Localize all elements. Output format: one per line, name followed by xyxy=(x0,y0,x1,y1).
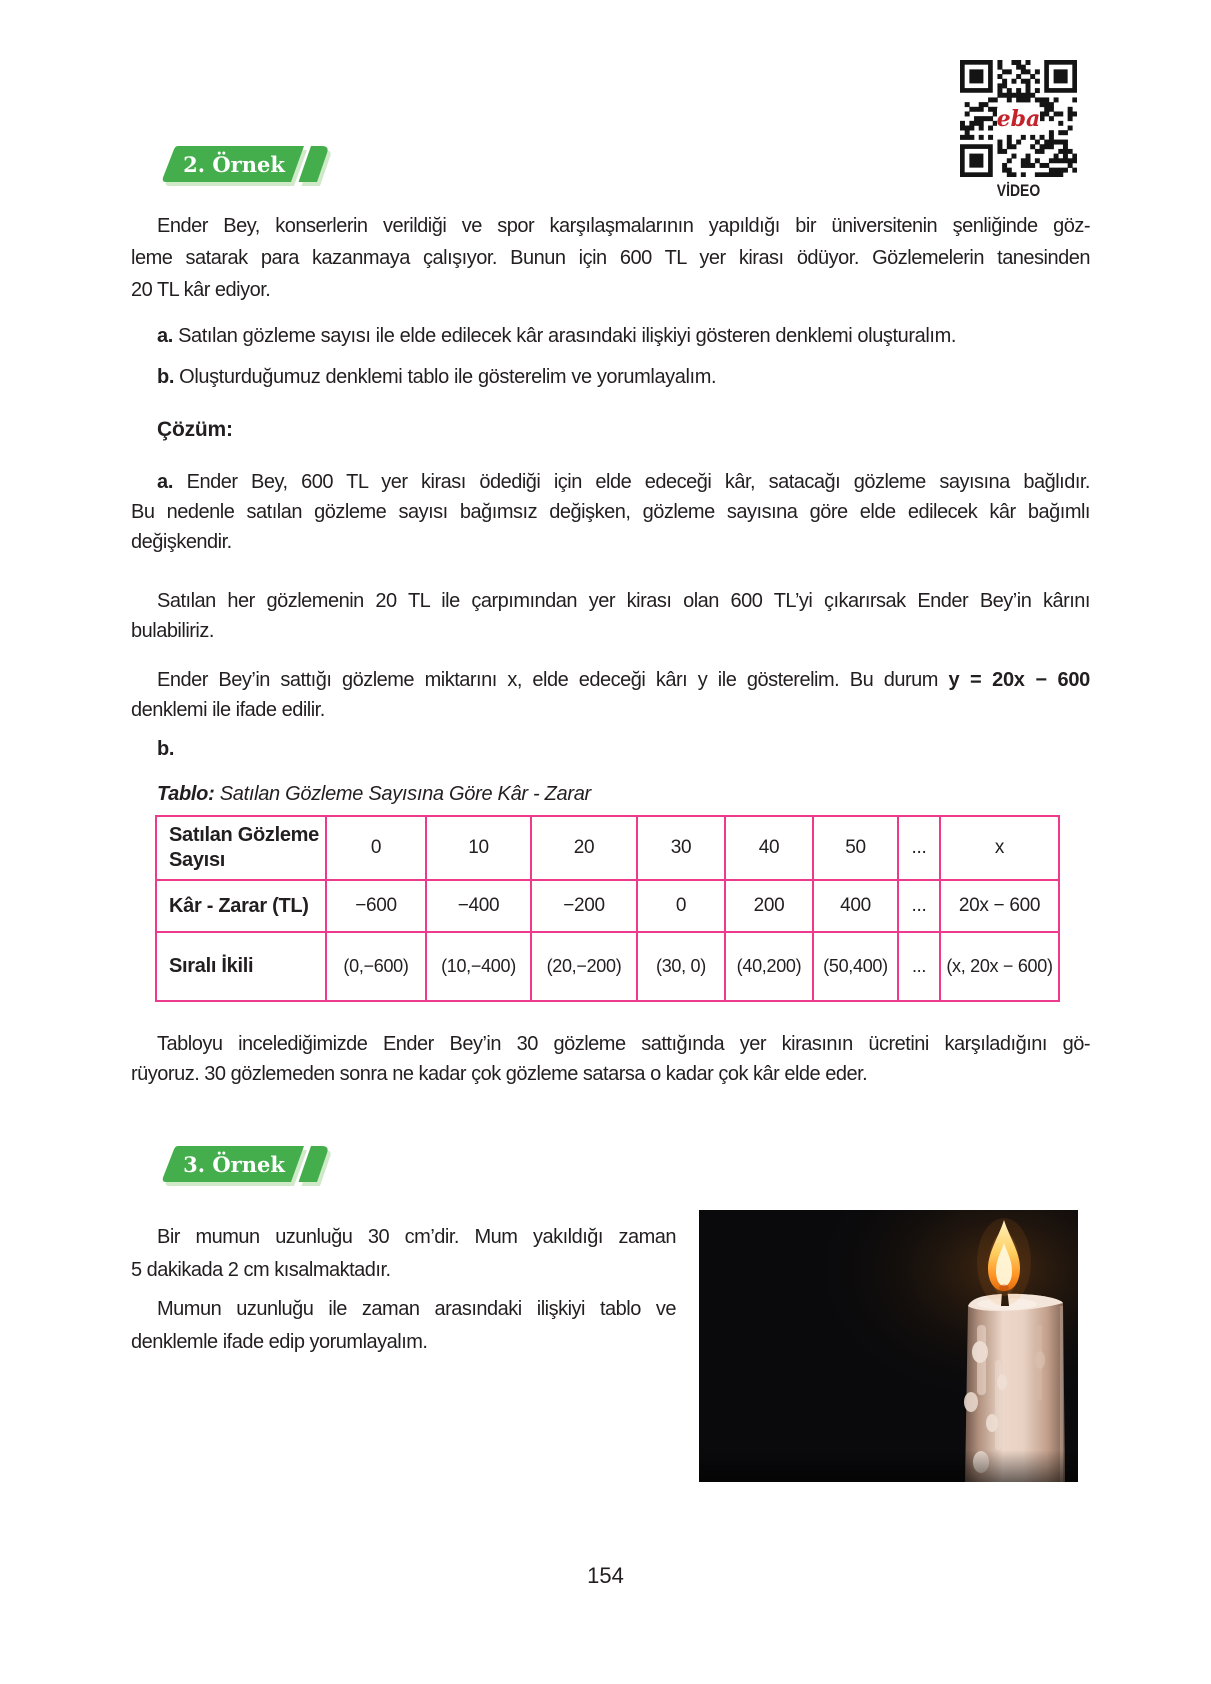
table-row xyxy=(156,816,1059,880)
paragraph-line xyxy=(131,665,1090,695)
table-cell: (30, 0) xyxy=(637,932,725,1001)
answer-b-marker: b. xyxy=(157,738,174,760)
paragraph-satilan xyxy=(131,586,1090,646)
example-3-paragraph-2 xyxy=(131,1293,676,1359)
paragraph-line: Mumun uzunluğu ile zaman arasındaki ilişkiyi tablo ve xyxy=(157,1298,676,1320)
paragraph-line: Ender Bey, konserlerin verildiği ve spor karşılaşmalarının yapıldığı bir üniversitenin şenliğinde göz- xyxy=(157,215,1090,237)
table-cell: −600 xyxy=(326,880,426,932)
paragraph-line: denklemi ile ifade edilir. xyxy=(131,699,325,721)
paragraph-line: Bu nedenle satılan gözleme sayısı bağımsız değişken, gözleme sayısına göre elde edilecek kâr bağımlı xyxy=(131,501,1090,523)
example-3-badge xyxy=(161,1145,339,1196)
paragraph-interpretation xyxy=(131,1029,1090,1089)
paragraph-line: 20 TL kâr ediyor. xyxy=(131,279,271,301)
table-caption-text: Satılan Gözleme Sayısına Göre Kâr - Zarar xyxy=(219,783,591,805)
badge-ribbon-icon xyxy=(161,145,339,191)
table-cell: (0,−600) xyxy=(326,932,426,1001)
table-cell: 10 xyxy=(426,816,531,880)
candle-photo xyxy=(699,1210,1078,1482)
table-row-header: Kâr - Zarar (TL) xyxy=(156,880,326,932)
table-cell: ... xyxy=(898,816,940,880)
table-cell: 40 xyxy=(725,816,813,880)
table-cell: ... xyxy=(898,880,940,932)
video-label: VİDEO xyxy=(996,181,1041,200)
paragraph-line: Satılan her gözlemenin 20 TL ile çarpımından yer kirası olan 600 TL’yi çıkarırsak Ender Bey’in kârını xyxy=(157,590,1090,612)
table-cell: x xyxy=(940,816,1059,880)
paragraph-line: Bir mumun uzunluğu 30 cm’dir. Mum yakıldığı zaman xyxy=(157,1226,676,1248)
paragraph-line: rüyoruz. 30 gözlemeden sonra ne kadar çok gözleme satarsa o kadar çok kâr elde eder. xyxy=(131,1063,868,1085)
paragraph-line: değişkendir. xyxy=(131,531,232,553)
paragraph-line xyxy=(131,467,1090,497)
table-cell: 30 xyxy=(637,816,725,880)
qr-code-icon xyxy=(960,60,1077,177)
table-row-header: Sıralı İkili xyxy=(156,932,326,1001)
table-cell: 200 xyxy=(725,880,813,932)
table-cell: (40,200) xyxy=(725,932,813,1001)
paragraph-line: 5 dakikada 2 cm kısalmaktadır. xyxy=(131,1259,391,1281)
paragraph-equation xyxy=(131,665,1090,725)
badge-label: 2. Örnek xyxy=(183,152,285,177)
table-cell: (20,−200) xyxy=(531,932,637,1001)
qr-code-image xyxy=(960,60,1077,177)
table-row-header: Satılan Gözleme Sayısı xyxy=(156,816,326,880)
table-cell: 0 xyxy=(326,816,426,880)
answer-b-label xyxy=(157,738,174,761)
table-cell: −400 xyxy=(426,880,531,932)
table-cell: (x, 20x − 600) xyxy=(940,932,1059,1001)
solution-a-marker: a. xyxy=(157,471,174,493)
table-cell: 400 xyxy=(813,880,898,932)
profit-loss-table xyxy=(155,815,1060,1002)
paragraph-text: Ender Bey, 600 TL yer kirası ödediği için elde edeceği kâr, satacağı gözleme sayısına bağlıdır. xyxy=(186,471,1090,493)
wax-drip xyxy=(964,1392,978,1412)
badge-label: 3. Örnek xyxy=(183,1152,285,1177)
wax-drip xyxy=(1035,1351,1045,1369)
paragraph-line: leme satarak para kazanmaya çalışıyor. Bunun için 600 TL yer kirası ödüyor. Gözlemelerin tanesinden xyxy=(131,247,1090,269)
table-cell: 20x − 600 xyxy=(940,880,1059,932)
badge-ribbon-icon xyxy=(161,1145,339,1191)
table-cell: ... xyxy=(898,932,940,1001)
item-b-marker: b. xyxy=(157,366,174,388)
item-a-text: Satılan gözleme sayısı ile elde edilecek kâr arasındaki ilişkiyi gösteren denklemi oluşturalım. xyxy=(178,325,957,347)
table-cell: (50,400) xyxy=(813,932,898,1001)
table-cell: (10,−400) xyxy=(426,932,531,1001)
example-2-badge xyxy=(161,145,339,196)
item-a-marker: a. xyxy=(157,325,173,347)
candle-image xyxy=(699,1210,1078,1482)
eba-logo: eba xyxy=(996,106,1041,132)
paragraph-text: Ender Bey’in sattığı gözleme miktarını x, elde edeceği kârı y ile gösterelim. Bu durum xyxy=(157,669,938,691)
question-item-a xyxy=(157,325,956,348)
table-row xyxy=(156,880,1059,932)
paragraph-line: bulabiliriz. xyxy=(131,620,214,642)
wax-drip xyxy=(972,1341,988,1363)
eba-video-block xyxy=(960,60,1077,201)
wax-drip xyxy=(986,1414,998,1432)
equation-text: y = 20x − 600 xyxy=(948,669,1090,691)
table-cell: −200 xyxy=(531,880,637,932)
item-b-text: Oluşturduğumuz denklemi tablo ile gösterelim ve yorumlayalım. xyxy=(179,366,717,388)
table-row xyxy=(156,932,1059,1001)
table-caption-label: Tablo: xyxy=(157,783,215,805)
table-cell: 0 xyxy=(637,880,725,932)
question-item-b xyxy=(157,366,716,389)
table-cell: 50 xyxy=(813,816,898,880)
paragraph-line: denklemle ifade edip yorumlayalım. xyxy=(131,1331,428,1353)
solution-a-paragraph xyxy=(131,467,1090,557)
page-number: 154 xyxy=(587,1563,624,1588)
solution-heading: Çözüm: xyxy=(157,418,233,441)
intro-paragraph xyxy=(131,210,1090,306)
example-3-paragraph-1 xyxy=(131,1221,676,1287)
wax-drip xyxy=(997,1374,1007,1390)
table-caption xyxy=(157,783,591,806)
paragraph-line: Tabloyu incelediğimizde Ender Bey’in 30 gözleme sattığında yer kirasının ücretini karşıladığını gö- xyxy=(157,1033,1090,1055)
table-cell: 20 xyxy=(531,816,637,880)
